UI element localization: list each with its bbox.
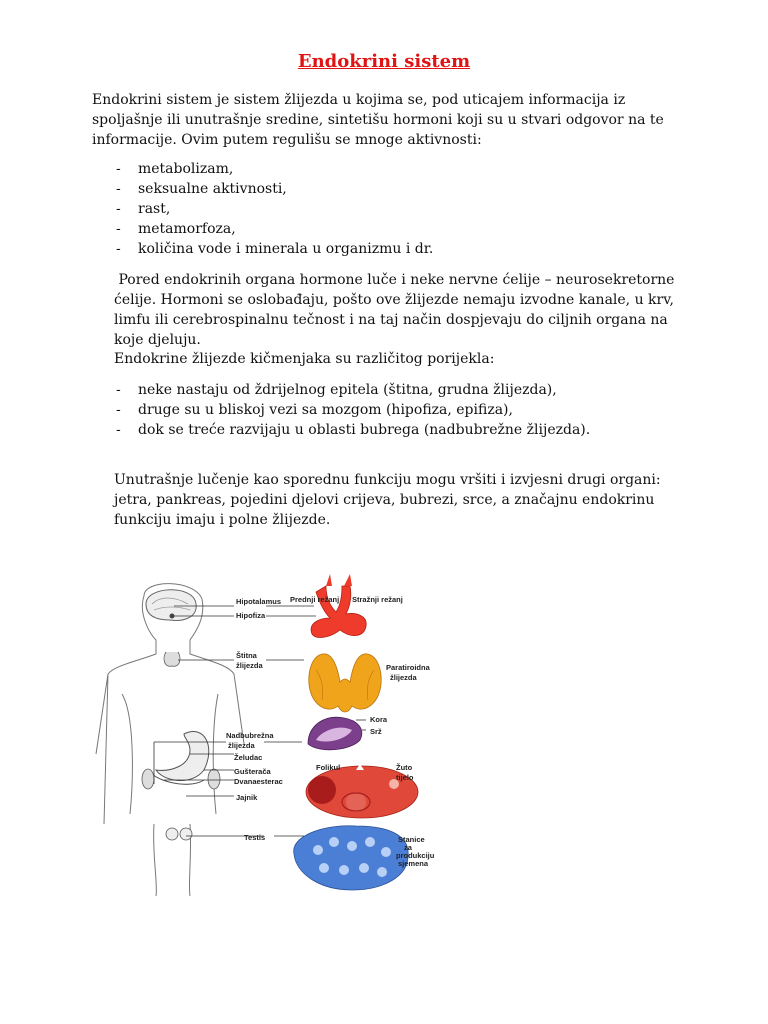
activities-list [116, 159, 676, 259]
label-srz: Srž [370, 727, 382, 736]
label-jajnik: Jajnik [236, 793, 258, 802]
list-item: - dok se treće razvijaju u oblasti bubrega (nadbubrežne žlijezda). [116, 422, 591, 438]
label-prednji-rezanj: Prednji režanj [290, 595, 340, 604]
thyroid-small [164, 652, 180, 666]
label-zeludac: Želudac [234, 753, 263, 762]
list-item: - količina vode i minerala u organizmu i dr. [116, 241, 434, 257]
hormones-paragraph: Pored endokrinih organa hormone luče i neke nervne ćelije – neurosekretorne ćelije. Hormoni se oslobađaju, pošto ove žlijezde nemaju izvodne kanale, u krv, limfu ili cerebrospinalnu tečnost i na taj način dospjevaju do ciljnih organa na koje djeluju. [114, 272, 679, 348]
thyroid-illustration [309, 654, 381, 712]
label-kora: Kora [370, 715, 388, 724]
origins-list [116, 380, 676, 440]
endocrine-diagram [94, 574, 446, 896]
label-dvanaesterac: Dvanaesterac [234, 777, 283, 786]
intro-paragraph: Endokrini sistem je sistem žlijezda u kojima se, pod uticajem informacija iz spoljašnje ili unutrašnje sredine, sintetišu hormoni koji su u stvari odgovor na te informacije. Ovim putem regulišu se mnoge aktivnosti: [92, 92, 664, 148]
label-paratiroidna-1: Paratiroidna [386, 663, 430, 672]
label-stanice-4: sjemena [398, 859, 429, 868]
label-zuto-2: tijelo [396, 773, 414, 782]
label-hipotalamus: Hipotalamus [236, 597, 282, 606]
label-stanice-2: za [404, 843, 412, 852]
label-nadbubrezna-1: Nadbubrežna [226, 731, 274, 740]
list-item: - neke nastaju od ždrijelnog epitela (štitna, grudna žlijezda), [116, 382, 557, 398]
list-item: - rast, [116, 201, 171, 217]
label-nadbubrezna-2: žlijezda [228, 741, 255, 750]
label-testis: Testis [244, 833, 266, 842]
label-stanice-3: produkciju [396, 851, 435, 860]
list-item: - druge su u bliskoj vezi sa mozgom (hipofiza, epifiza), [116, 402, 513, 418]
stomach-shape [156, 732, 209, 781]
list-item: - seksualne aktivnosti, [116, 181, 287, 197]
page-title: Endokrini sistem [297, 51, 471, 72]
label-stitna-2: žlijezda [236, 661, 263, 670]
origin-intro-paragraph: Endokrine žlijezde kičmenjaka su različitog porijekla: [114, 351, 495, 367]
other-organs-paragraph: Unutrašnje lučenje kao sporednu funkciju mogu vršiti i izvjesni drugi organi: jetra, pankreas, pojedini djelovi crijeva, bubrezi, srce, a značajnu endokrinu funkciju imaju i polne žlijezde. [114, 472, 661, 528]
label-straznji-rezanj: Stražnji režanj [352, 595, 403, 604]
label-paratiroidna-2: žlijezda [390, 673, 417, 682]
label-stanice-1: Stanice [398, 835, 425, 844]
label-hipofiza: Hipofiza [236, 611, 266, 620]
list-item: - metamorfoza, [116, 221, 236, 237]
endocrine-diagram-svg [94, 574, 446, 896]
testis-illustration [294, 826, 408, 890]
label-gusteraca: Gušterača [234, 767, 271, 776]
label-folikul: Folikul [316, 763, 341, 772]
label-zuto-1: Žuto [396, 763, 413, 772]
pituitary-illustration [311, 586, 366, 637]
body-outline [96, 584, 244, 896]
list-item: - metabolizam, [116, 161, 234, 177]
label-stitna-1: Štitna [236, 651, 257, 660]
